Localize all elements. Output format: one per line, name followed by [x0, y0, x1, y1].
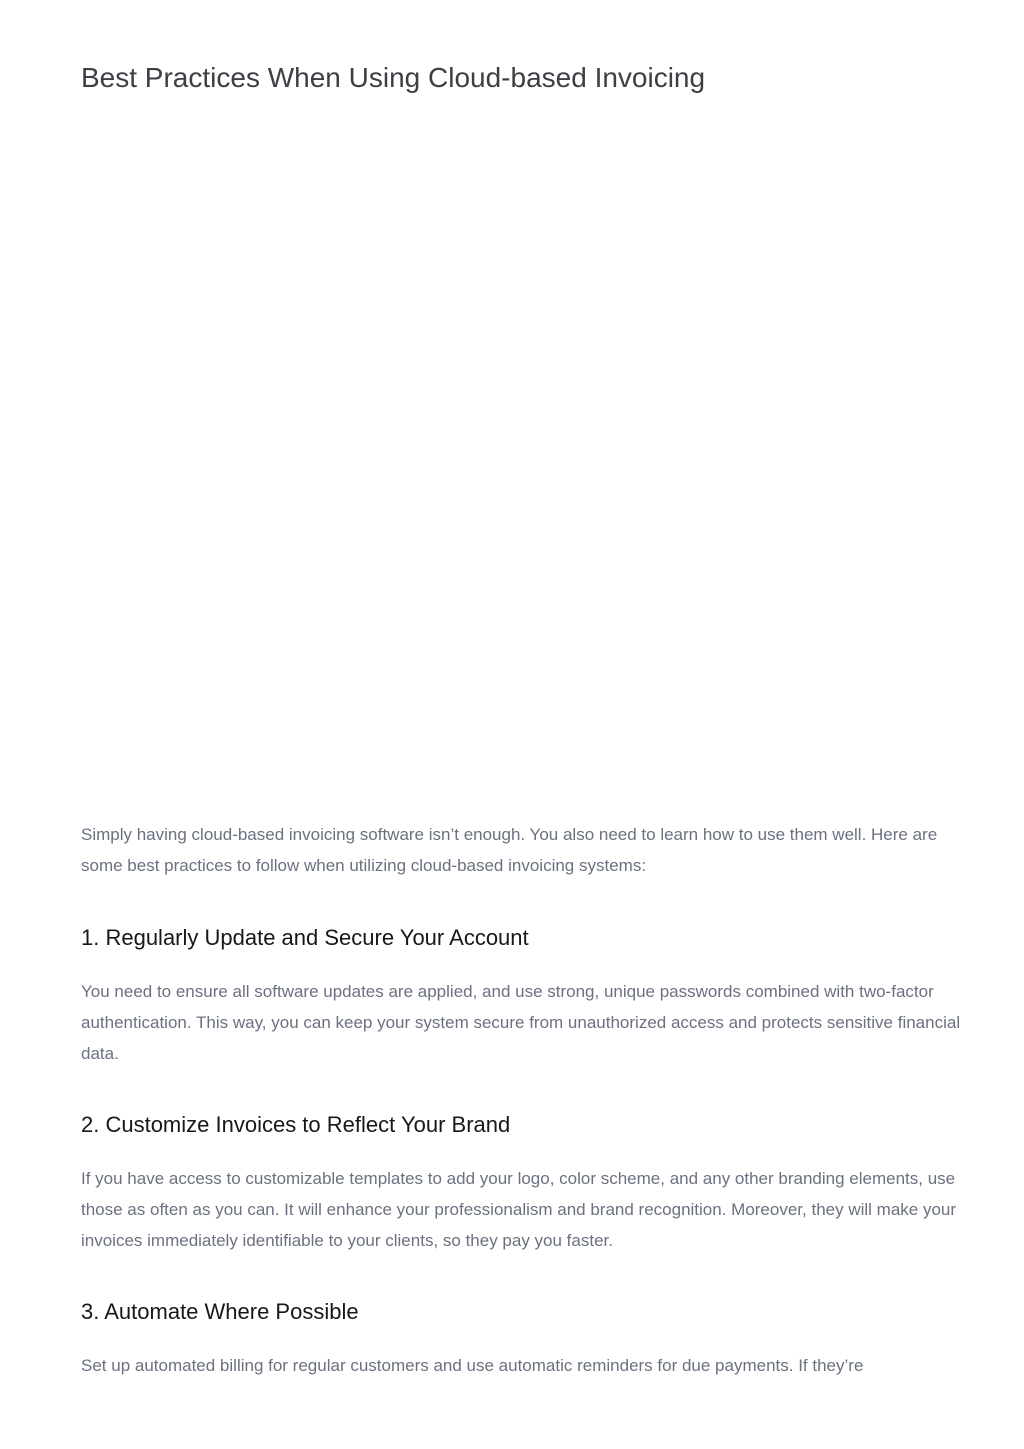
- section-3-body-block: [81, 1350, 976, 1381]
- intro-block: [81, 819, 976, 881]
- section-paragraph: If you have access to customizable templates to add your logo, color scheme, and any other branding elements, use those as often as you can. It will enhance your professionalism and brand recognition. Moreover, they will make your invoices immediately identifiable to your clients, so they pay you faster.: [81, 1169, 957, 1250]
- section-2-body-block: [81, 1163, 976, 1256]
- section-heading: 3. Automate Where Possible: [81, 1299, 359, 1324]
- section-paragraph: Set up automated billing for regular customers and use automatic reminders for due payments. If they’re: [81, 1356, 864, 1375]
- section-paragraph: You need to ensure all software updates are applied, and use strong, unique passwords combined with two-factor authentication. This way, you can keep your system secure from unauthorized access and protects sensitive financial data.: [81, 982, 961, 1063]
- intro-paragraph: Simply having cloud-based invoicing software isn’t enough. You also need to learn how to use them well. Here are some best practices to follow when utilizing cloud-based invoicing systems:: [81, 825, 938, 875]
- section-1-body-block: [81, 976, 976, 1069]
- section-1-heading-block: [81, 923, 976, 953]
- section-3-heading-block: [81, 1297, 976, 1327]
- section-heading: 1. Regularly Update and Secure Your Account: [81, 925, 529, 950]
- page-title: Best Practices When Using Cloud-based Invoicing: [81, 62, 706, 93]
- section-2-heading-block: [81, 1110, 976, 1140]
- image-placeholder: [81, 120, 976, 800]
- section-heading: 2. Customize Invoices to Reflect Your Brand: [81, 1112, 511, 1137]
